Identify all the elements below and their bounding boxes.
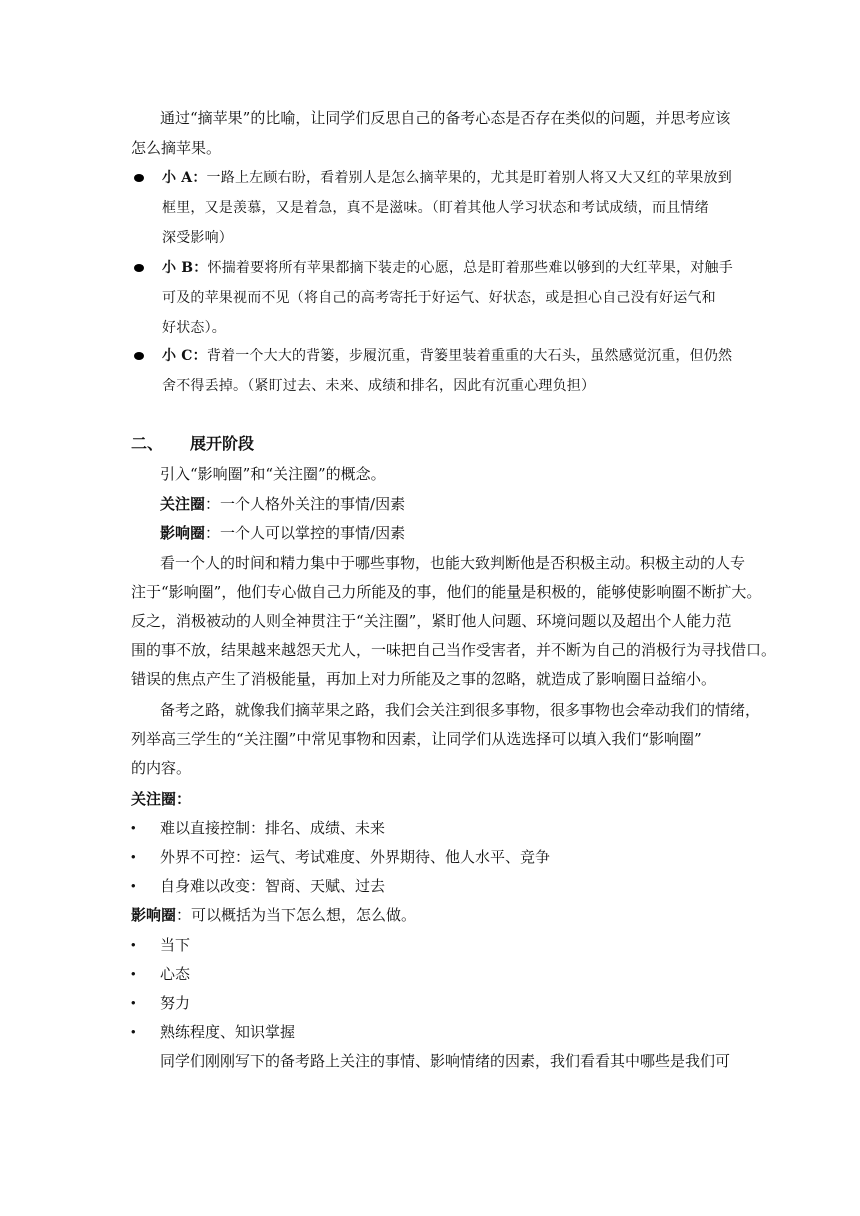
case-b-line-2: 可及的苹果视而不见（将自己的高考寄托于好运气、好状态，或是担心自己没有好运气和	[162, 290, 716, 306]
case-a-label: 小 A：	[162, 170, 207, 186]
definition-influence	[160, 523, 405, 543]
list-bullet-icon: •	[131, 820, 136, 835]
definition-term: 关注圈	[160, 495, 206, 513]
case-c-label: 小 C：	[162, 348, 207, 364]
list-item: 外界不可控：运气、考试难度、外界期待、他人水平、竞争	[160, 848, 551, 866]
intro-line-2: 怎么摘苹果。	[131, 139, 222, 157]
definition-term: 影响圈	[160, 524, 206, 542]
list-bullet-icon: •	[131, 1024, 136, 1039]
definition-text: ：一个人可以掌控的事情/因素	[205, 524, 406, 542]
intro-line-1: 通过“摘苹果”的比喻，让同学们反思自己的备考心态是否存在类似的问题，并思考应该	[160, 109, 731, 127]
list-item: 努力	[160, 994, 191, 1012]
section-number: 二、	[131, 436, 164, 453]
concern-heading: 关注圈：	[131, 790, 192, 808]
influence-term: 影响圈	[131, 906, 177, 924]
case-b-line-1	[162, 258, 733, 278]
bullet-icon	[134, 352, 144, 360]
list-item: 心态	[160, 965, 191, 983]
paragraph-line: 围的事不放，结果越来越怨天尤人，一味把自己当作受害者，并不断为自己的消极行为寻找借口。	[131, 641, 777, 659]
case-a-line-3: 深受影响）	[162, 230, 233, 246]
section-title: 展开阶段	[190, 436, 255, 453]
list-item: 自身难以改变：智商、天赋、过去	[160, 877, 386, 895]
paragraph-line: 列举高三学生的“关注圈”中常见事物和因素，让同学们从选选择可以填入我们“影响圈”	[131, 730, 702, 748]
closing-line: 同学们刚刚写下的备考路上关注的事情、影响情绪的因素，我们看看其中哪些是我们可	[160, 1052, 731, 1070]
case-b-label: 小 B：	[162, 260, 208, 276]
list-bullet-icon: •	[131, 849, 136, 864]
list-bullet-icon: •	[131, 966, 136, 981]
list-bullet-icon: •	[131, 878, 136, 893]
case-a-line-2: 框里，又是羡慕，又是着急，真不是滋味。（盯着其他人学习状态和考试成绩，而且情绪	[162, 200, 709, 216]
concept-intro: 引入“影响圈”和“关注圈”的概念。	[160, 465, 386, 483]
case-a-line-1	[162, 168, 732, 188]
list-bullet-icon: •	[131, 995, 136, 1010]
case-c-line-1	[162, 346, 732, 366]
bullet-icon	[134, 264, 144, 272]
paragraph-line: 的内容。	[131, 759, 192, 777]
paragraph-line: 备考之路，就像我们摘苹果之路，我们会关注到很多事物，很多事物也会牵动我们的情绪，	[160, 701, 761, 719]
list-item: 难以直接控制：排名、成绩、未来	[160, 819, 386, 837]
case-c-line-2: 舍不得丢掉。（紧盯过去、未来、成绩和排名，因此有沉重心理负担）	[162, 378, 596, 394]
paragraph-line: 错误的焦点产生了消极能量，再加上对力所能及之事的忽略，就造成了影响圈日益缩小。	[131, 670, 717, 688]
paragraph-line: 看一个人的时间和精力集中于哪些事物，也能大致判断他是否积极主动。积极主动的人专	[160, 554, 746, 572]
case-a-text-1: 一路上左顾右盼，看着别人是怎么摘苹果的，尤其是盯着别人将又大又红的苹果放到	[206, 170, 732, 186]
influence-heading	[131, 905, 416, 925]
definition-text: ：一个人格外关注的事情/因素	[205, 495, 406, 513]
list-item: 熟练程度、知识掌握	[160, 1023, 296, 1041]
influence-text: ：可以概括为当下怎么想，怎么做。	[176, 906, 417, 924]
paragraph-line: 注于“影响圈”，他们专心做自己力所能及的事，他们的能量是积极的，能够使影响圈不断扩大。	[131, 583, 762, 601]
case-b-line-3: 好状态）。	[162, 320, 226, 336]
list-item: 当下	[160, 936, 191, 954]
paragraph-line: 反之，消极被动的人则全神贯注于“关注圈”，紧盯他人问题、环境问题以及超出个人能力范	[131, 612, 732, 630]
case-c-text-1: 背着一个大大的背篓，步履沉重，背篓里装着重重的大石头，虽然感觉沉重，但仍然	[206, 348, 733, 364]
definition-concern	[160, 494, 405, 514]
list-bullet-icon: •	[131, 937, 136, 952]
case-b-text-1: 怀揣着要将所有苹果都摘下装走的心愿，总是盯着那些难以够到的大红苹果，对触手	[207, 260, 733, 276]
bullet-icon	[134, 174, 144, 182]
